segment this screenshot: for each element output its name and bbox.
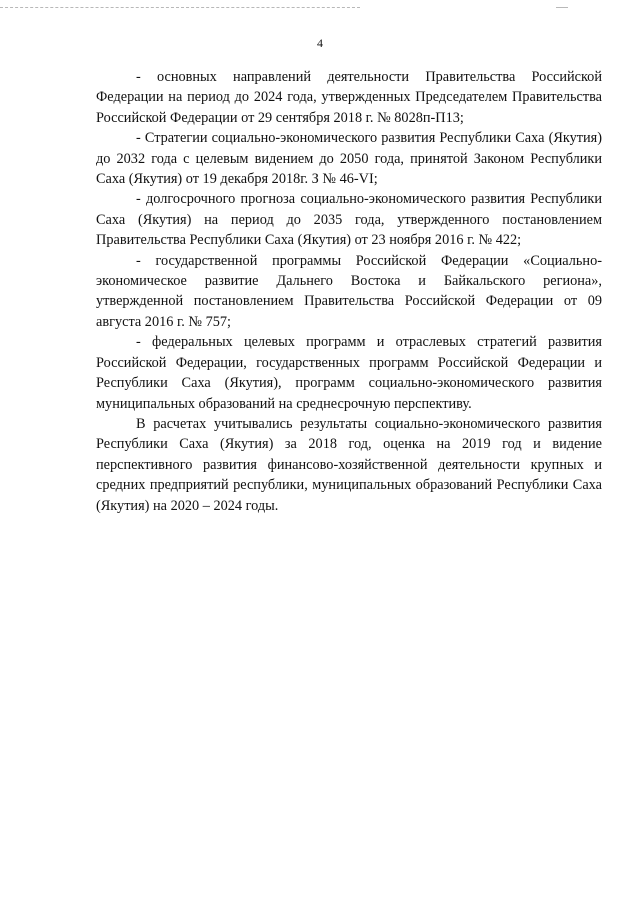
document-body [96, 67, 602, 516]
paragraph-state-program: - государственной программы Российской Федерации «Социально-экономическое развитие Дальнего Востока и Байкальского региона», утвержденной постановлением Правительства Российской Федерации от 09 августа 2016 г. № 757; [96, 252, 602, 330]
scan-edge-line [0, 7, 360, 8]
scan-edge-mark [556, 7, 568, 8]
paragraph-calculations: В расчетах учитывались результаты социально-экономического развития Республики Саха (Якутия) за 2018 год, оценка на 2019 год и видение перспективного развития финансово-хозяйственной деятельности крупных и средних предприятий республики, муниципальных образований Республики Саха (Якутия) на 2020 – 2024 годы. [96, 415, 602, 514]
paragraph-main-directions: - основных направлений деятельности Правительства Российской Федерации на период до 2024 года, утвержденных Председателем Правительства Российской Федерации от 29 сентября 2018 г. № 8028п-П13; [96, 69, 602, 126]
page-number: 4 [317, 36, 323, 50]
paragraph-development-strategy: - Стратегии социально-экономического развития Республики Саха (Якутия) до 2032 года с целевым видением до 2050 года, принятой Законом Республики Саха (Якутия) от 19 декабря 2018г. З № 46-VI; [96, 130, 602, 188]
paragraph-long-term-forecast: - долгосрочного прогноза социально-экономического развития Республики Саха (Якутия) на период до 2035 года, утвержденного постановлением Правительства Республики Саха (Якутия) от 23 ноября 2016 г. № 422; [96, 191, 602, 249]
paragraph-federal-programs: - федеральных целевых программ и отраслевых стратегий развития Российской Федерации, государственных программ Российской Федерации и Республики Саха (Якутия), программ социально-экономического развития муниципальных образований на среднесрочную перспективу. [96, 334, 602, 412]
